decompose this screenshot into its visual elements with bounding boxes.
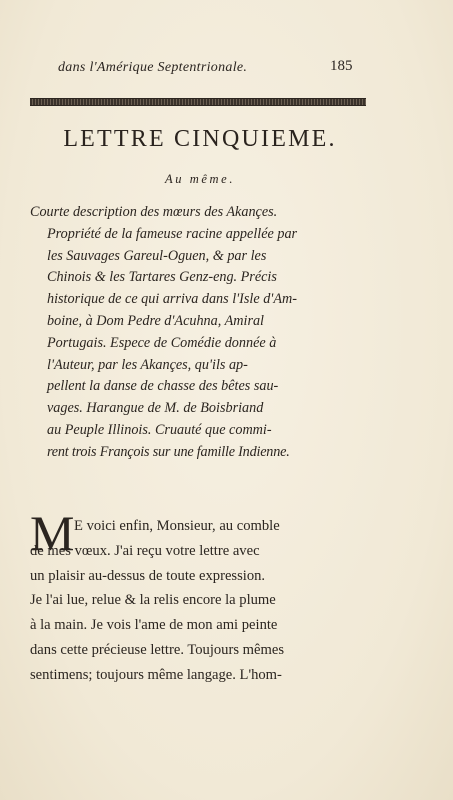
body-line: Je l'ai lue, relue & la relis encore la plume [30, 592, 276, 609]
summary-line: Courte description des mœurs des Akançes. [30, 204, 278, 220]
running-head: dans l'Amérique Septentrionale. [58, 60, 248, 75]
summary-line: l'Auteur, par les Akançes, qu'ils ap- [47, 356, 248, 373]
summary-line: Portugais. Espece de Comédie donnée à [47, 334, 277, 351]
body-line: un plaisir au-dessus de toute expression. [30, 567, 266, 584]
summary-line: boine, à Dom Pedre d'Acuhna, Amiral [47, 312, 264, 329]
body-text [30, 514, 372, 688]
summary-line: vages. Harangue de M. de Boisbriand [47, 400, 264, 417]
letter-title: LETTRE CINQUIEME. [63, 126, 337, 152]
body-line: sentimens; toujours même langage. L'hom- [30, 666, 282, 683]
summary-line: les Sauvages Gareul-Oguen, & par les [47, 247, 267, 264]
summary-line: au Peuple Illinois. Cruauté que commi- [47, 421, 272, 438]
body-line: de mes vœux. J'ai reçu votre lettre avec [30, 542, 260, 559]
body-line: E voici enfin, Monsieur, au comble [74, 518, 280, 534]
recipient-line: Au même. [164, 172, 236, 186]
summary-line: historique de ce qui arriva dans l'Isle d'Am- [47, 291, 297, 308]
ornamental-rule [30, 98, 366, 106]
letter-summary [30, 202, 370, 464]
drop-cap: M [30, 505, 75, 561]
page-number: 185 [330, 58, 353, 74]
body-line: à la main. Je vois l'ame de mon ami peinte [30, 617, 278, 634]
summary-line: Chinois & les Tartares Genz-eng. Précis [47, 269, 277, 286]
body-line: dans cette précieuse lettre. Toujours mêmes [30, 641, 285, 658]
summary-line: Propriété de la fameuse racine appellée par [47, 225, 298, 242]
summary-line: pellent la danse de chasse des bêtes sau- [47, 378, 279, 395]
summary-line: rent trois François sur une famille Indienne. [47, 443, 290, 460]
